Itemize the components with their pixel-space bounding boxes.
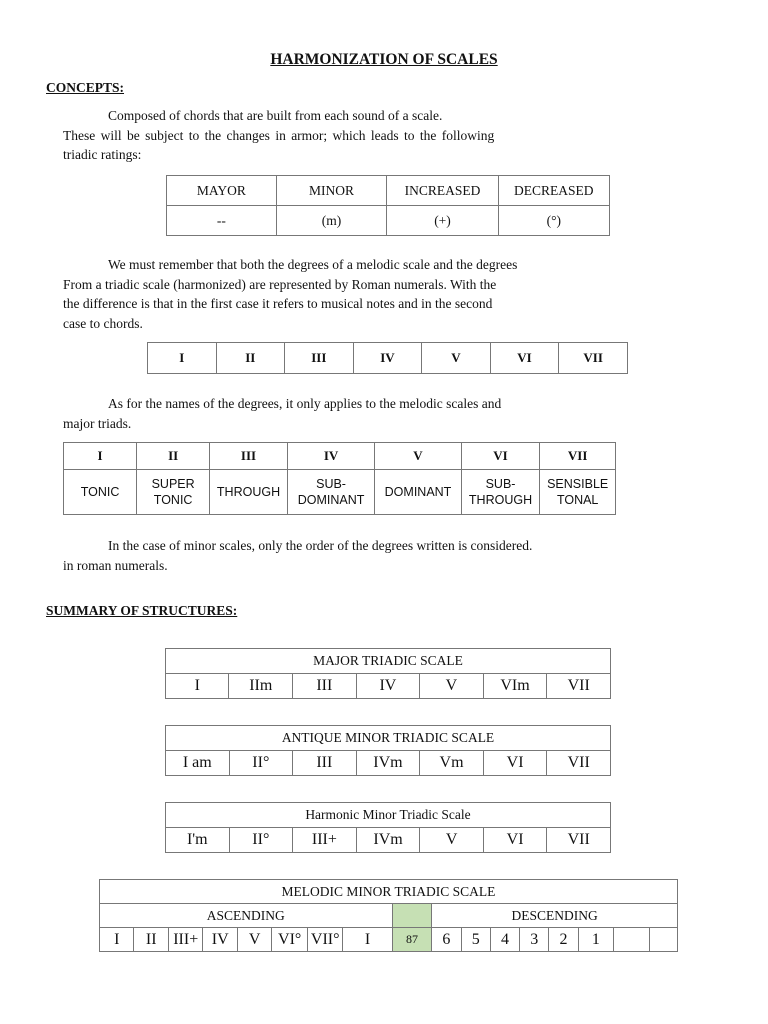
scale-caption: ANTIQUE MINOR TRIADIC SCALE	[166, 726, 611, 751]
ascending-degree: V	[237, 928, 271, 952]
scale-degree: I'm	[166, 828, 230, 853]
roman-numerals-table	[147, 342, 628, 374]
degree-name: SENSIBLE TONAL	[540, 470, 616, 515]
numeral-cell: VI	[490, 343, 559, 374]
descending-degree	[614, 928, 650, 952]
scale-degree: IV	[356, 674, 420, 699]
scale-degree: IVm	[356, 828, 420, 853]
concepts-paragraph-1: Composed of chords that are built from each sound of a scale. These will be subject to the changes in armor; which leads to the following triadic ratings:	[63, 108, 495, 162]
ascending-degree: III+	[168, 928, 202, 952]
scale-degrees-row	[166, 828, 611, 853]
degree-name: SUB- DOMINANT	[287, 470, 374, 515]
ascending-degree: I	[343, 928, 392, 952]
concepts-heading: CONCEPTS:	[46, 80, 125, 95]
rating-value: (m)	[276, 206, 387, 236]
melodic-degrees-row	[100, 928, 678, 952]
numeral-cell: III	[285, 343, 354, 374]
scale-degree: III	[293, 751, 357, 776]
major-triadic-scale-table	[165, 648, 611, 699]
scale-caption: Harmonic Minor Triadic Scale	[166, 803, 611, 828]
numeral-cell: VII	[559, 343, 628, 374]
descending-degree: 6	[432, 928, 461, 952]
degree-numeral: IV	[287, 443, 374, 470]
scale-degrees-row	[166, 674, 611, 699]
numeral-cell: I	[148, 343, 217, 374]
ascending-degree: I	[100, 928, 134, 952]
degree-name: SUB- THROUGH	[461, 470, 540, 515]
descending-degree: 5	[461, 928, 490, 952]
scale-caption: MAJOR TRIADIC SCALE	[166, 649, 611, 674]
ratings-header-row	[167, 176, 610, 206]
ascending-degree: II	[134, 928, 168, 952]
scale-degree: Vm	[420, 751, 484, 776]
descending-degree: 1	[578, 928, 614, 952]
ascending-degree: VII°	[307, 928, 343, 952]
scale-degree: II°	[229, 828, 293, 853]
descending-degree: 4	[490, 928, 519, 952]
scale-degrees-row	[166, 751, 611, 776]
ratings-value-row	[167, 206, 610, 236]
scale-degree: VIm	[483, 674, 547, 699]
middle-degree: 87	[392, 928, 432, 952]
rating-header: MINOR	[276, 176, 387, 206]
melodic-minor-triadic-scale-table	[99, 879, 678, 952]
scale-degree: IIm	[229, 674, 293, 699]
summary-heading: SUMMARY OF STRUCTURES:	[46, 603, 238, 618]
descending-degree: 2	[549, 928, 578, 952]
concepts-paragraph-3: As for the names of the degrees, it only applies to the melodic scales and major triads.	[63, 396, 502, 431]
scale-degree: II°	[229, 751, 293, 776]
numeral-cell: V	[422, 343, 491, 374]
scale-degree: VII	[547, 674, 611, 699]
scale-degree: I am	[166, 751, 230, 776]
harmonic-minor-triadic-scale-table	[165, 802, 611, 853]
descending-degree: 3	[520, 928, 549, 952]
concepts-paragraph-2: We must remember that both the degrees of a melodic scale and the degrees From a triadic scale (harmonized) are represented by Roman numerals. With the the difference is that in the first case it refers to musical notes and in the second case to chords.	[63, 257, 518, 331]
ascending-degree: IV	[203, 928, 237, 952]
degree-name: THROUGH	[210, 470, 288, 515]
triadic-ratings-table	[166, 175, 610, 236]
highlighted-cell	[392, 904, 432, 928]
scale-degree: V	[420, 828, 483, 853]
degree-name: SUPER TONIC	[137, 470, 210, 515]
rating-value: --	[167, 206, 277, 236]
rating-header: MAYOR	[167, 176, 277, 206]
antique-minor-triadic-scale-table	[165, 725, 611, 776]
descending-degree	[649, 928, 677, 952]
scale-degree: I	[166, 674, 229, 699]
scale-degree: IVm	[356, 751, 420, 776]
degree-numeral: III	[210, 443, 288, 470]
scale-degree: III+	[293, 828, 357, 853]
degree-name: DOMINANT	[375, 470, 461, 515]
numeral-cell: II	[216, 343, 285, 374]
direction-row	[100, 904, 678, 928]
numerals-row	[148, 343, 628, 374]
ascending-label: ASCENDING	[100, 904, 393, 928]
rating-value: (+)	[387, 206, 498, 236]
numeral-cell: IV	[353, 343, 422, 374]
rating-header: INCREASED	[387, 176, 498, 206]
degree-name: TONIC	[64, 470, 137, 515]
degree-numeral: I	[64, 443, 137, 470]
degree-numeral: VI	[461, 443, 540, 470]
scale-degree: VI	[483, 828, 547, 853]
degree-names-table	[63, 442, 616, 515]
degree-numerals-row	[64, 443, 616, 470]
degree-numeral: V	[375, 443, 461, 470]
concepts-paragraph-4: In the case of minor scales, only the order of the degrees written is considered. in roman numerals.	[63, 538, 533, 573]
rating-value: (°)	[498, 206, 609, 236]
degree-names-row	[64, 470, 616, 515]
scale-caption: MELODIC MINOR TRIADIC SCALE	[100, 880, 678, 904]
degree-numeral: VII	[540, 443, 616, 470]
ascending-degree: VI°	[272, 928, 308, 952]
degree-numeral: II	[137, 443, 210, 470]
scale-degree: V	[420, 674, 484, 699]
scale-degree: VII	[547, 751, 611, 776]
rating-header: DECREASED	[498, 176, 609, 206]
descending-label: DESCENDING	[432, 904, 678, 928]
scale-degree: VII	[547, 828, 611, 853]
page-title: HARMONIZATION OF SCALES	[270, 51, 498, 68]
scale-degree: III	[293, 674, 357, 699]
scale-degree: VI	[483, 751, 547, 776]
